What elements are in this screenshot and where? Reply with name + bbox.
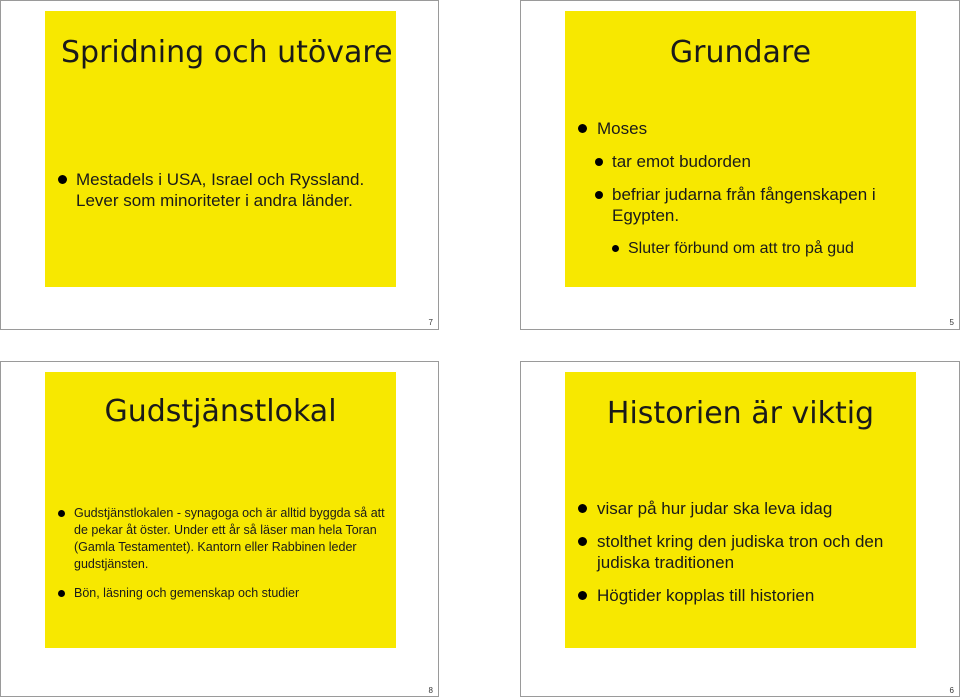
slide-gudstjanstlokal <box>45 372 396 648</box>
bullet-list <box>74 505 394 614</box>
slide-frame-gudstjanstlokal <box>0 361 439 697</box>
bullet-item: stolthet kring den judiska tron och den judiska traditionen <box>597 531 916 573</box>
page-number: 5 <box>949 318 954 327</box>
slide-frame-historien <box>520 361 960 697</box>
subsub-bullet-item: Sluter förbund om att tro på gud <box>628 238 907 259</box>
bullet-item: Bön, läsning och gemenskap och studier <box>74 585 394 602</box>
bullet-item: Högtider kopplas till historien <box>597 585 916 606</box>
slide-title: Spridning och utövare <box>61 35 393 70</box>
slide-title: Grundare <box>669 35 812 70</box>
slide-grundare <box>565 11 916 287</box>
subsub-bullet-list <box>612 238 907 259</box>
slide-spridning <box>45 11 396 287</box>
sub-bullet-text: befriar judarna från fångenskapen i Egypten. <box>612 185 876 225</box>
bullet-item <box>597 118 907 259</box>
sub-bullet-item: tar emot budorden <box>612 151 907 172</box>
page-number: 8 <box>428 686 433 695</box>
bullet-text: Moses <box>597 119 648 138</box>
bullet-item: Gudstjänstlokalen - synagoga och är alltid byggda så att de pekar åt öster. Under ett år så läser man hela Toran (Gamla Testamentet). Kantorn eller Rabbinen leder gudstjänsten. <box>74 505 394 573</box>
bullet-list <box>597 498 916 618</box>
slide-title: Gudstjänstlokal <box>104 394 337 429</box>
page-number: 7 <box>428 318 433 327</box>
bullet-list <box>76 169 396 211</box>
bullet-list <box>597 118 907 271</box>
bullet-item: visar på hur judar ska leva idag <box>597 498 916 519</box>
page-number: 6 <box>949 686 954 695</box>
slide-frame-spridning <box>0 0 439 330</box>
slide-frame-grundare <box>520 0 960 330</box>
sub-bullet-item <box>612 184 907 259</box>
slide-title: Historien är viktig <box>606 396 875 431</box>
slide-historien <box>565 372 916 648</box>
sub-bullet-list <box>597 151 907 259</box>
bullet-item: Mestadels i USA, Israel och Ryssland. Lever som minoriteter i andra länder. <box>76 169 396 211</box>
